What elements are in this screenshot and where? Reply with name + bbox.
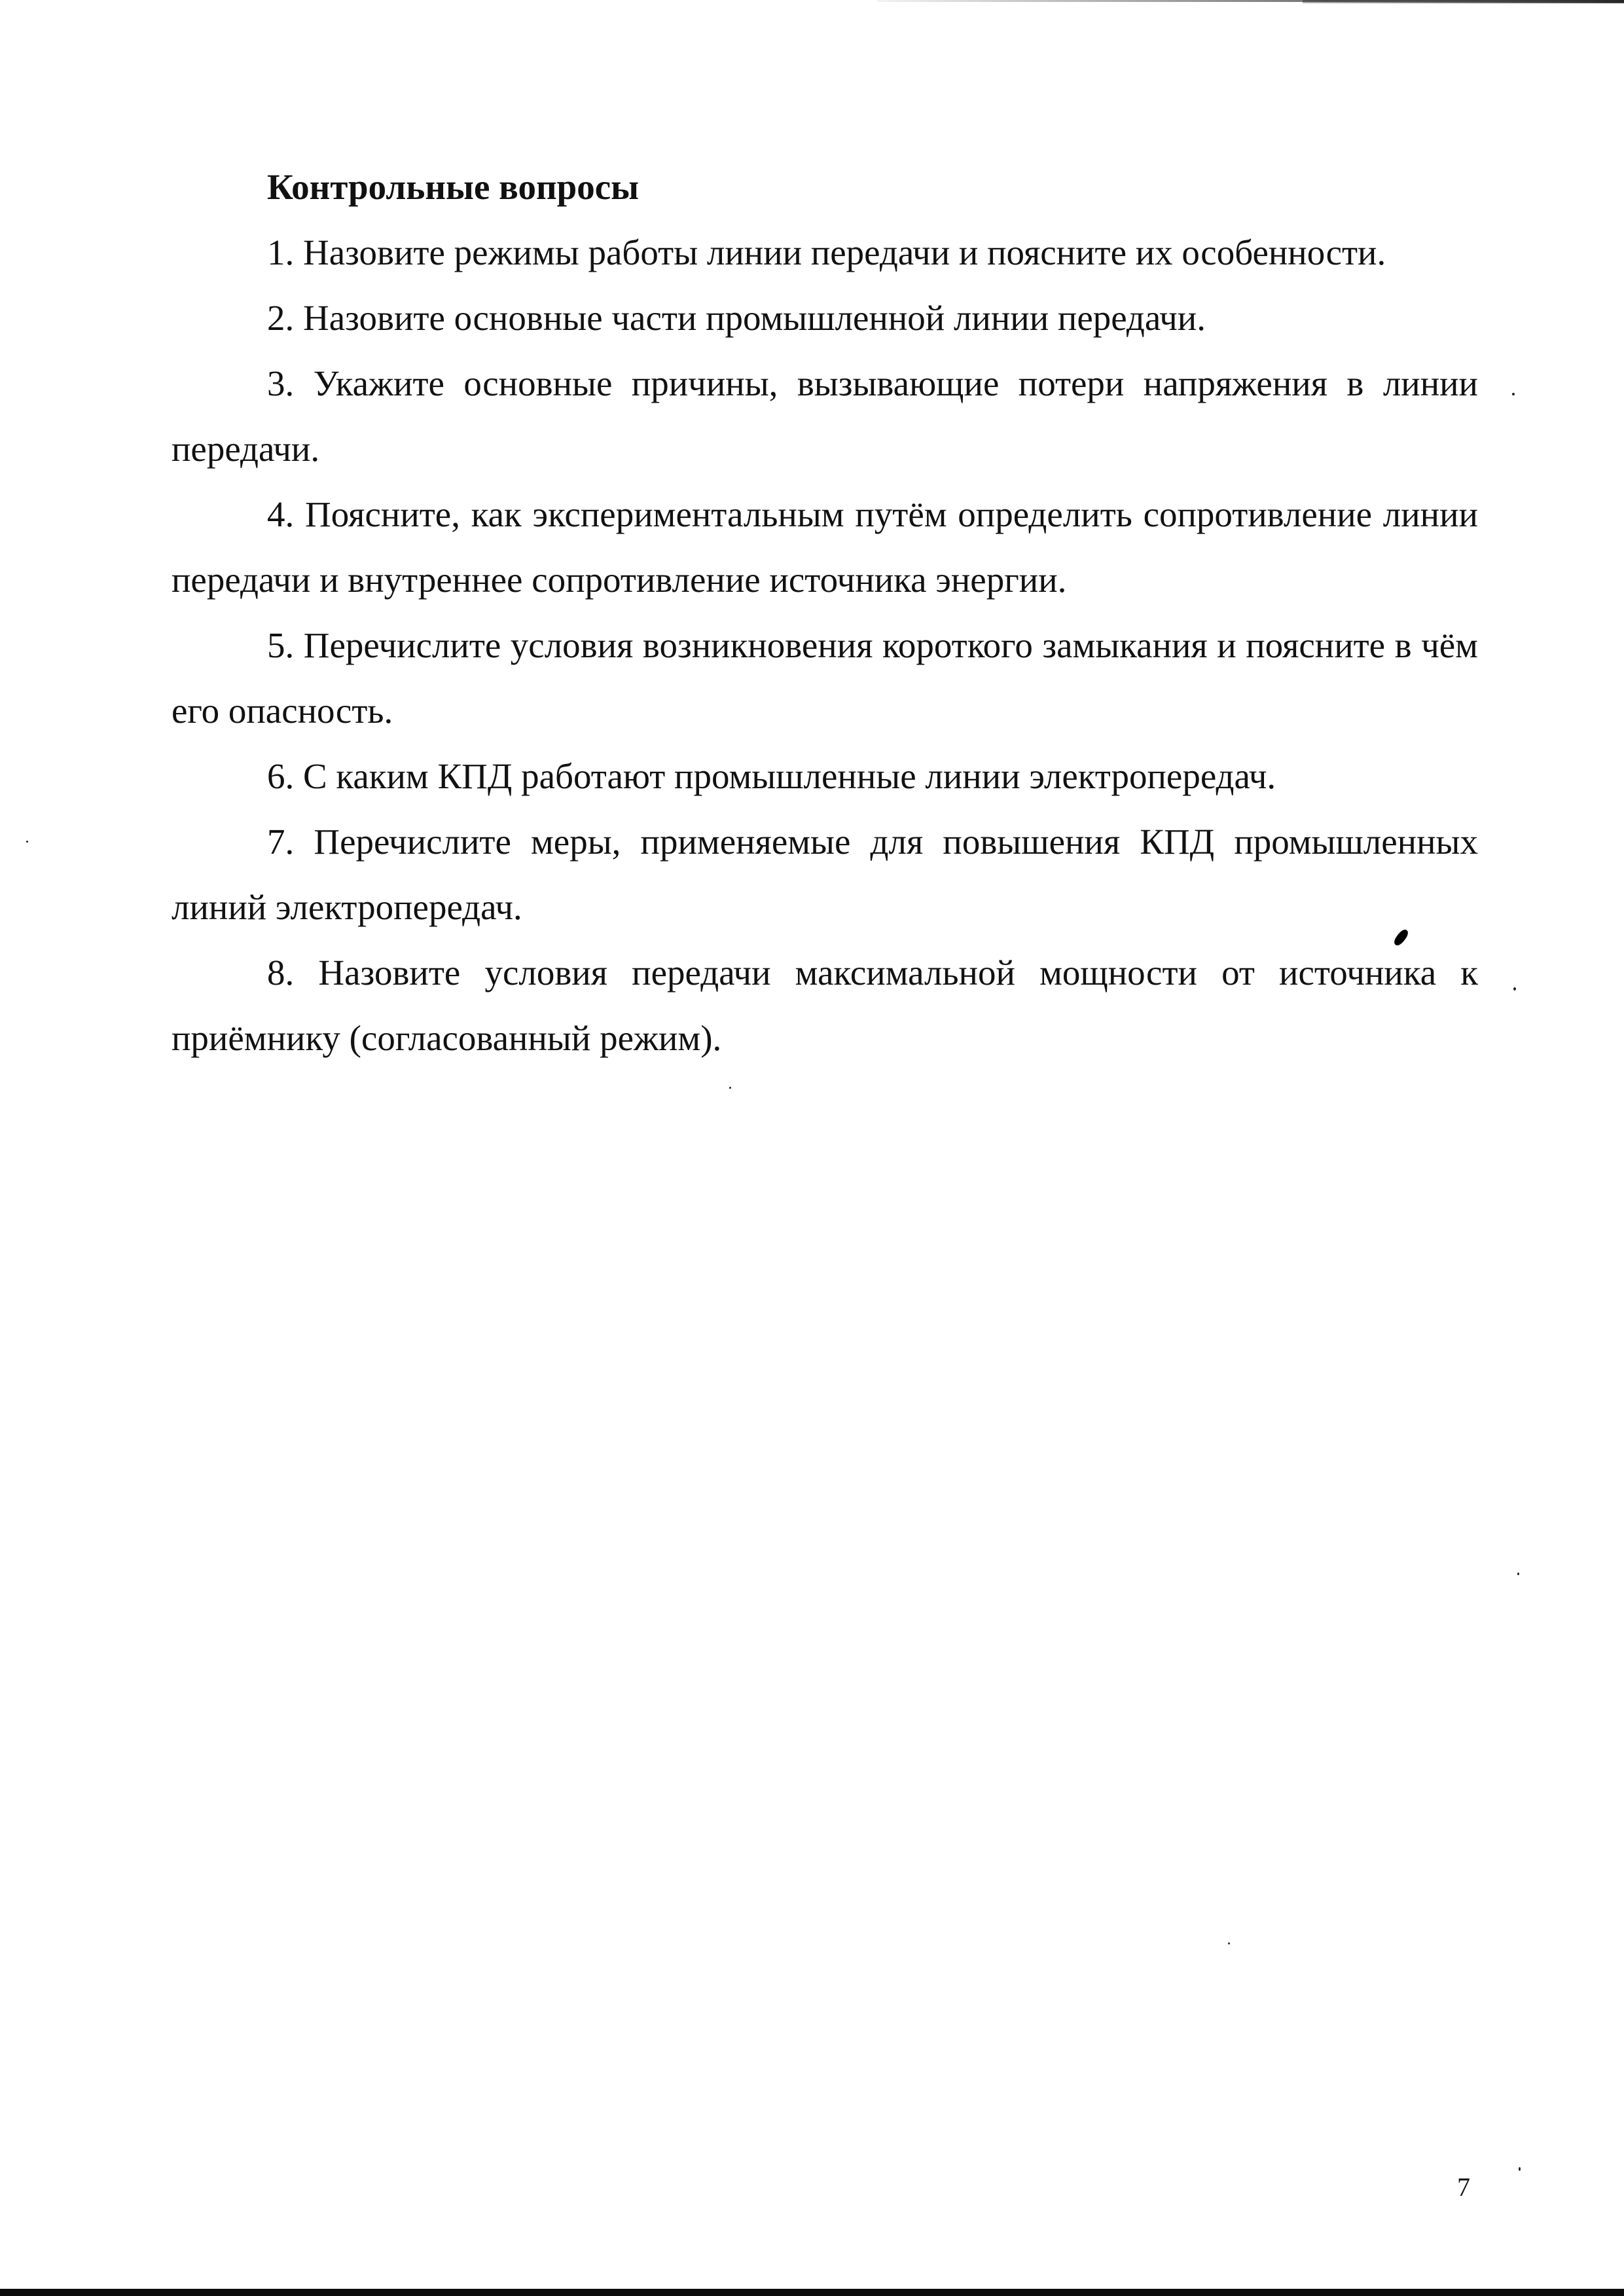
question-item: 7. Перечислите меры, применяемые для повышения КПД промышленных линий электропередач.	[171, 822, 1478, 927]
section-heading: Контрольные вопросы	[267, 167, 640, 207]
question-item: 4. Поясните, как экспериментальным путём определить сопротивление линии передачи и внутреннее сопротивление источника энергии.	[171, 494, 1478, 600]
question-item: 3. Укажите основные причины, вызывающие потери напряжения в линии передачи.	[171, 363, 1478, 469]
scan-bottom-edge	[0, 2289, 1624, 2296]
scan-speck	[1513, 987, 1516, 991]
scan-speck	[1512, 393, 1515, 395]
scan-speck	[1519, 2167, 1521, 2171]
scan-speck	[26, 841, 28, 843]
question-item: 6. С каким КПД работают промышленные линии электропередач.	[267, 756, 1276, 796]
document-body	[171, 155, 1478, 1071]
question-item: 2. Назовите основные части промышленной линии передачи.	[267, 298, 1206, 338]
question-item: 8. Назовите условия передачи максимальной мощности от источника к приёмнику (согласованный режим).	[171, 953, 1478, 1058]
question-item: 1. Назовите режимы работы линии передачи и поясните их особенности.	[267, 232, 1386, 272]
scan-speck	[1228, 1942, 1230, 1944]
scan-speck	[729, 1087, 731, 1089]
question-item: 5. Перечислите условия возникновения короткого замыкания и поясните в чём его опасность.	[171, 625, 1478, 731]
scan-speck	[1517, 1573, 1519, 1575]
page-number: 7	[1457, 2172, 1470, 2202]
scan-edge-line	[1303, 0, 1624, 3]
